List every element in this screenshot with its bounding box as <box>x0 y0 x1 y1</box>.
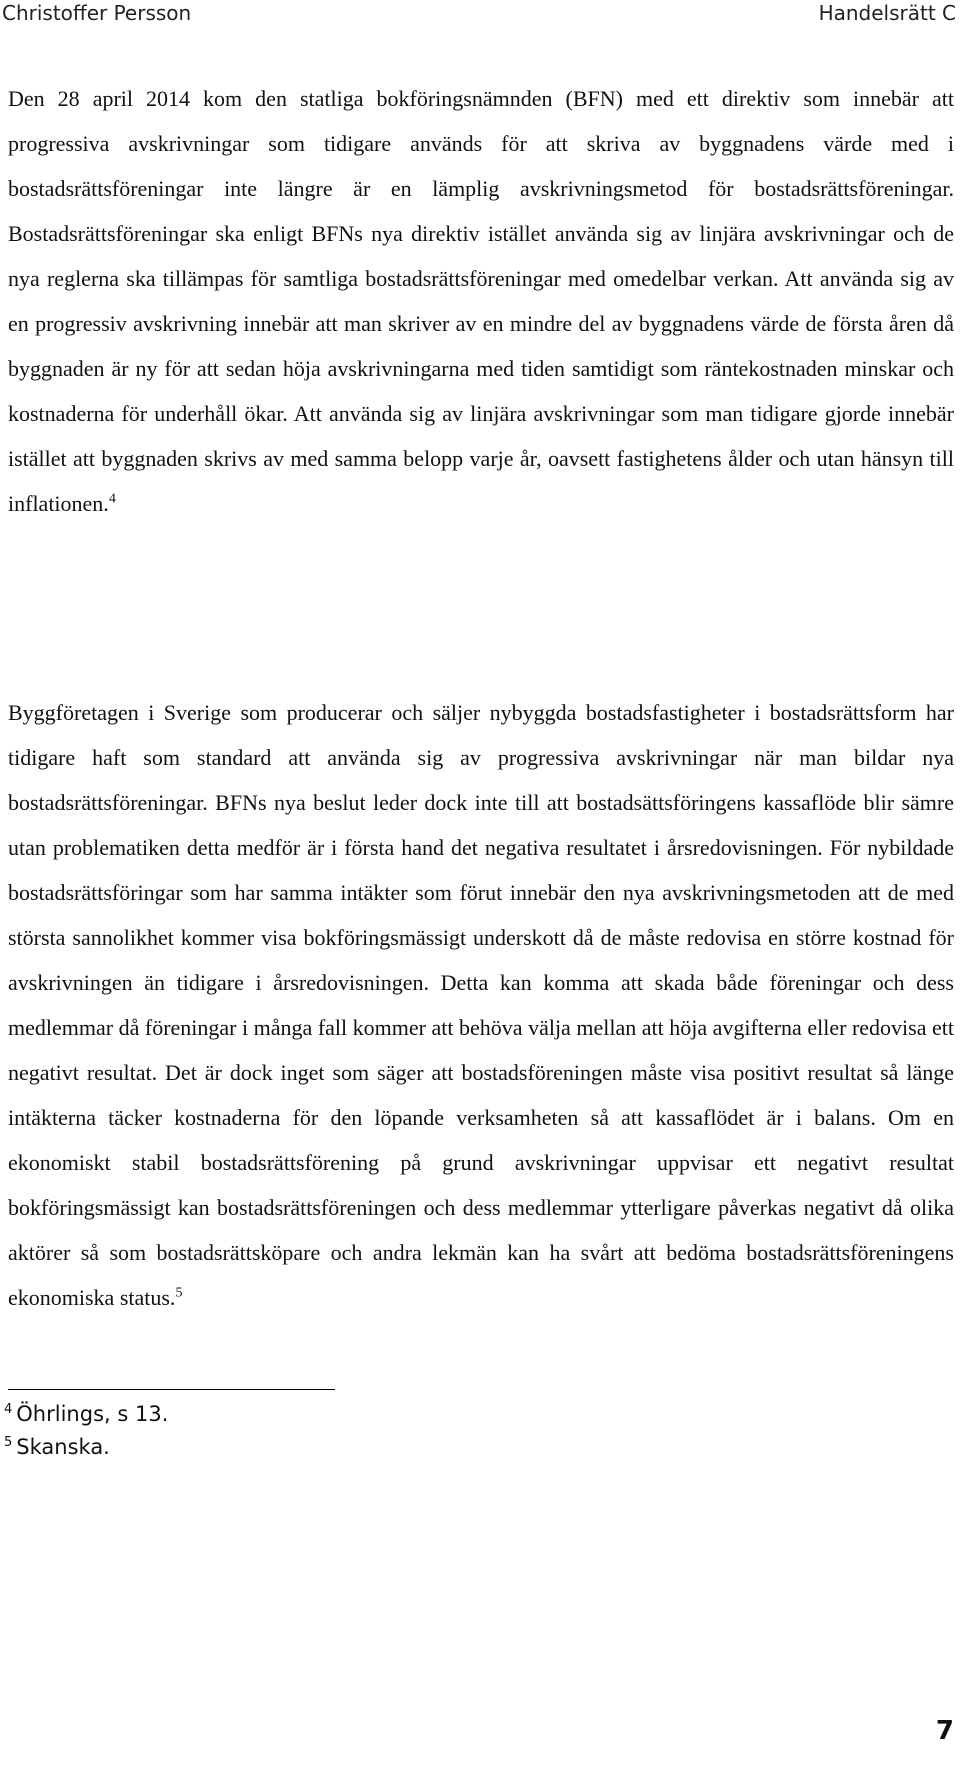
footnote-number: 4 <box>4 1402 13 1417</box>
footnote-item <box>4 1398 168 1431</box>
paragraph-construction-companies <box>8 690 954 1320</box>
paragraph-text: Byggföretagen i Sverige som producerar och säljer nybyggda bostadsfastigheter i bostadsrättsform har tidigare haft som standard att använda sig av progressiva avskrivningar när man bildar nya bostadsrättsföreningar. BFNs nya beslut leder dock inte till att bostadsättsföringens kassaflöde blir sämre utan problematiken detta medför är i första hand det negativa resultatet i årsredovisningen. För nybildade bostadsrättsföringar som har samma intäkter som förut innebär den nya avskrivningsmetoden att de med största sannolikhet kommer visa bokföringsmässigt underskott då de måste redovisa en större kostnad för avskrivningen än tidigare i årsredovisningen. Detta kan komma att skada både föreningar och dess medlemmar då föreningar i många fall kommer att behöva välja mellan att höja avgifterna eller redovisa ett negativt resultat. Det är dock inget som säger att bostadsföreningen måste visa positivt resultat så länge intäkterna täcker kostnaderna för den löpande verksamheten så att kassaflödet är i balans. Om en ekonomiskt stabil bostadsrättsförening på grund avskrivningar uppvisar ett negativt resultat bokföringsmässigt kan bostadsrättsföreningen och dess medlemmar ytterligare påverkas negativt då olika aktörer så som bostadsrättsköpare och andra lekmän kan ha svårt att bedöma bostadsrättsföreningens ekonomiska status. <box>8 700 954 1310</box>
footnote-text: Skanska. <box>16 1435 110 1459</box>
paragraph-text: Den 28 april 2014 kom den statliga bokföringsnämnden (BFN) med ett direktiv som innebär att progressiva avskrivningar som tidigare används för att skriva av byggnadens värde med i bostadsrättsföreningar inte längre är en lämplig avskrivningsmetod för bostadsrättsföreningar. Bostadsrättsföreningar ska enligt BFNs nya direktiv istället använda sig av linjära avskrivningar och de nya reglerna ska tillämpas för samtliga bostadsrättsföreningar med omedelbar verkan. Att använda sig av en progressiv avskrivning innebär att man skriver av en mindre del av byggnadens värde de första åren då byggnaden är ny för att sedan höja avskrivningarna med tiden samtidigt som räntekostnaden minskar och kostnaderna för underhåll ökar. Att använda sig av linjära avskrivningar som man tidigare gjorde innebär istället att byggnaden skrivs av med samma belopp varje år, oavsett fastighetens ålder och utan hänsyn till inflationen. <box>8 86 954 516</box>
footnote-text: Öhrlings, s 13. <box>16 1402 169 1426</box>
header-author: Christoffer Persson <box>2 1 192 25</box>
footnote-number: 5 <box>4 1435 13 1450</box>
header-course: Handelsrätt C <box>818 1 956 25</box>
footnote-item <box>4 1431 168 1464</box>
page-number: 7 <box>935 1716 954 1746</box>
paragraph-bfn-directive <box>8 76 954 526</box>
footnote-ref-4: 4 <box>108 491 116 507</box>
page-header <box>0 0 960 30</box>
footnotes <box>4 1398 168 1464</box>
footnote-divider <box>8 1389 335 1390</box>
footnote-ref-5: 5 <box>175 1285 183 1301</box>
